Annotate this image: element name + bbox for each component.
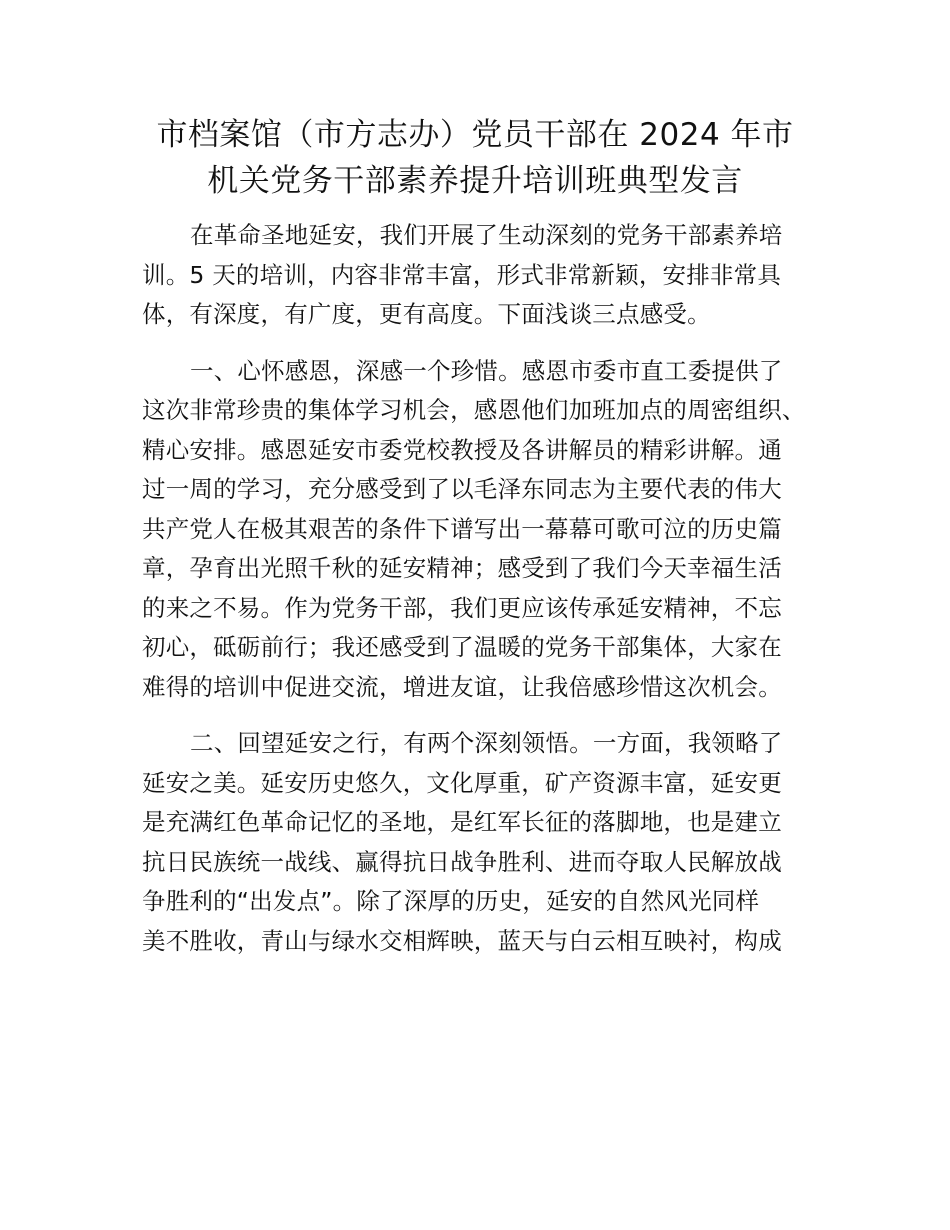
paragraph-line: 这次非常珍贵的集体学习机会，感恩他们加班加点的周密组织、 [142, 396, 806, 424]
paragraph-line: 的来之不易。作为党务干部，我们更应该传承延安精神，不忘 [142, 593, 782, 622]
paragraph-line: 是充满红色革命记忆的圣地，是红军长征的落脚地，也是建立 [142, 808, 782, 836]
paragraph-line: 体，有深度，有广度，更有高度。下面浅谈三点感受。 [142, 300, 711, 328]
title-line: 市档案馆（市方志办）党员干部在 2024 年市 [156, 117, 794, 153]
document-body [142, 216, 814, 961]
paragraph-line: 章，孕育出光照千秋的延安精神；感受到了我们今天幸福生活 [142, 554, 782, 582]
paragraph-line: 抗日民族统一战线、赢得抗日战争胜利、进而夺取人民解放战 [142, 847, 782, 876]
document-title [100, 112, 850, 204]
paragraph-line: 一、心怀感恩，深感一个珍惜。感恩市委市直工委提供了 [190, 356, 783, 385]
paragraph-line: 美不胜收，青山与绿水交相辉映，蓝天与白云相互映衬，构成 [142, 926, 782, 955]
paragraph-line: 难得的培训中促进交流，增进友谊，让我倍感珍惜这次机会。 [142, 672, 782, 701]
paragraph-line: 争胜利的“出发点”。除了深厚的历史，延安的自然风光同样 [142, 887, 760, 915]
paragraph-section-one [142, 352, 814, 708]
paragraph-line: 延安之美。延安历史悠久，文化厚重，矿产资源丰富，延安更 [142, 768, 782, 797]
paragraph-line: 共产党人在极其艰苦的条件下谱写出一幕幕可歌可泣的历史篇 [142, 514, 782, 543]
paragraph-line: 精心安排。感恩延安市委党校教授及各讲解员的精彩讲解。通 [142, 435, 782, 464]
paragraph-line: 在革命圣地延安，我们开展了生动深刻的党务干部素养培 [190, 221, 783, 249]
paragraph-line: 初心，砥砺前行；我还感受到了温暖的党务干部集体，大家在 [142, 633, 782, 661]
paragraph-line: 二、回望延安之行，有两个深刻领悟。一方面，我领略了 [190, 729, 783, 757]
paragraph-intro [142, 216, 814, 335]
paragraph-line: 训。5 天的培训，内容非常丰富，形式非常新颖，安排非常具 [142, 260, 782, 289]
paragraph-line: 过一周的学习，充分感受到了以毛泽东同志为主要代表的伟大 [142, 475, 782, 503]
title-line: 机关党务干部素养提升培训班典型发言 [207, 163, 743, 199]
paragraph-section-two [142, 724, 814, 961]
